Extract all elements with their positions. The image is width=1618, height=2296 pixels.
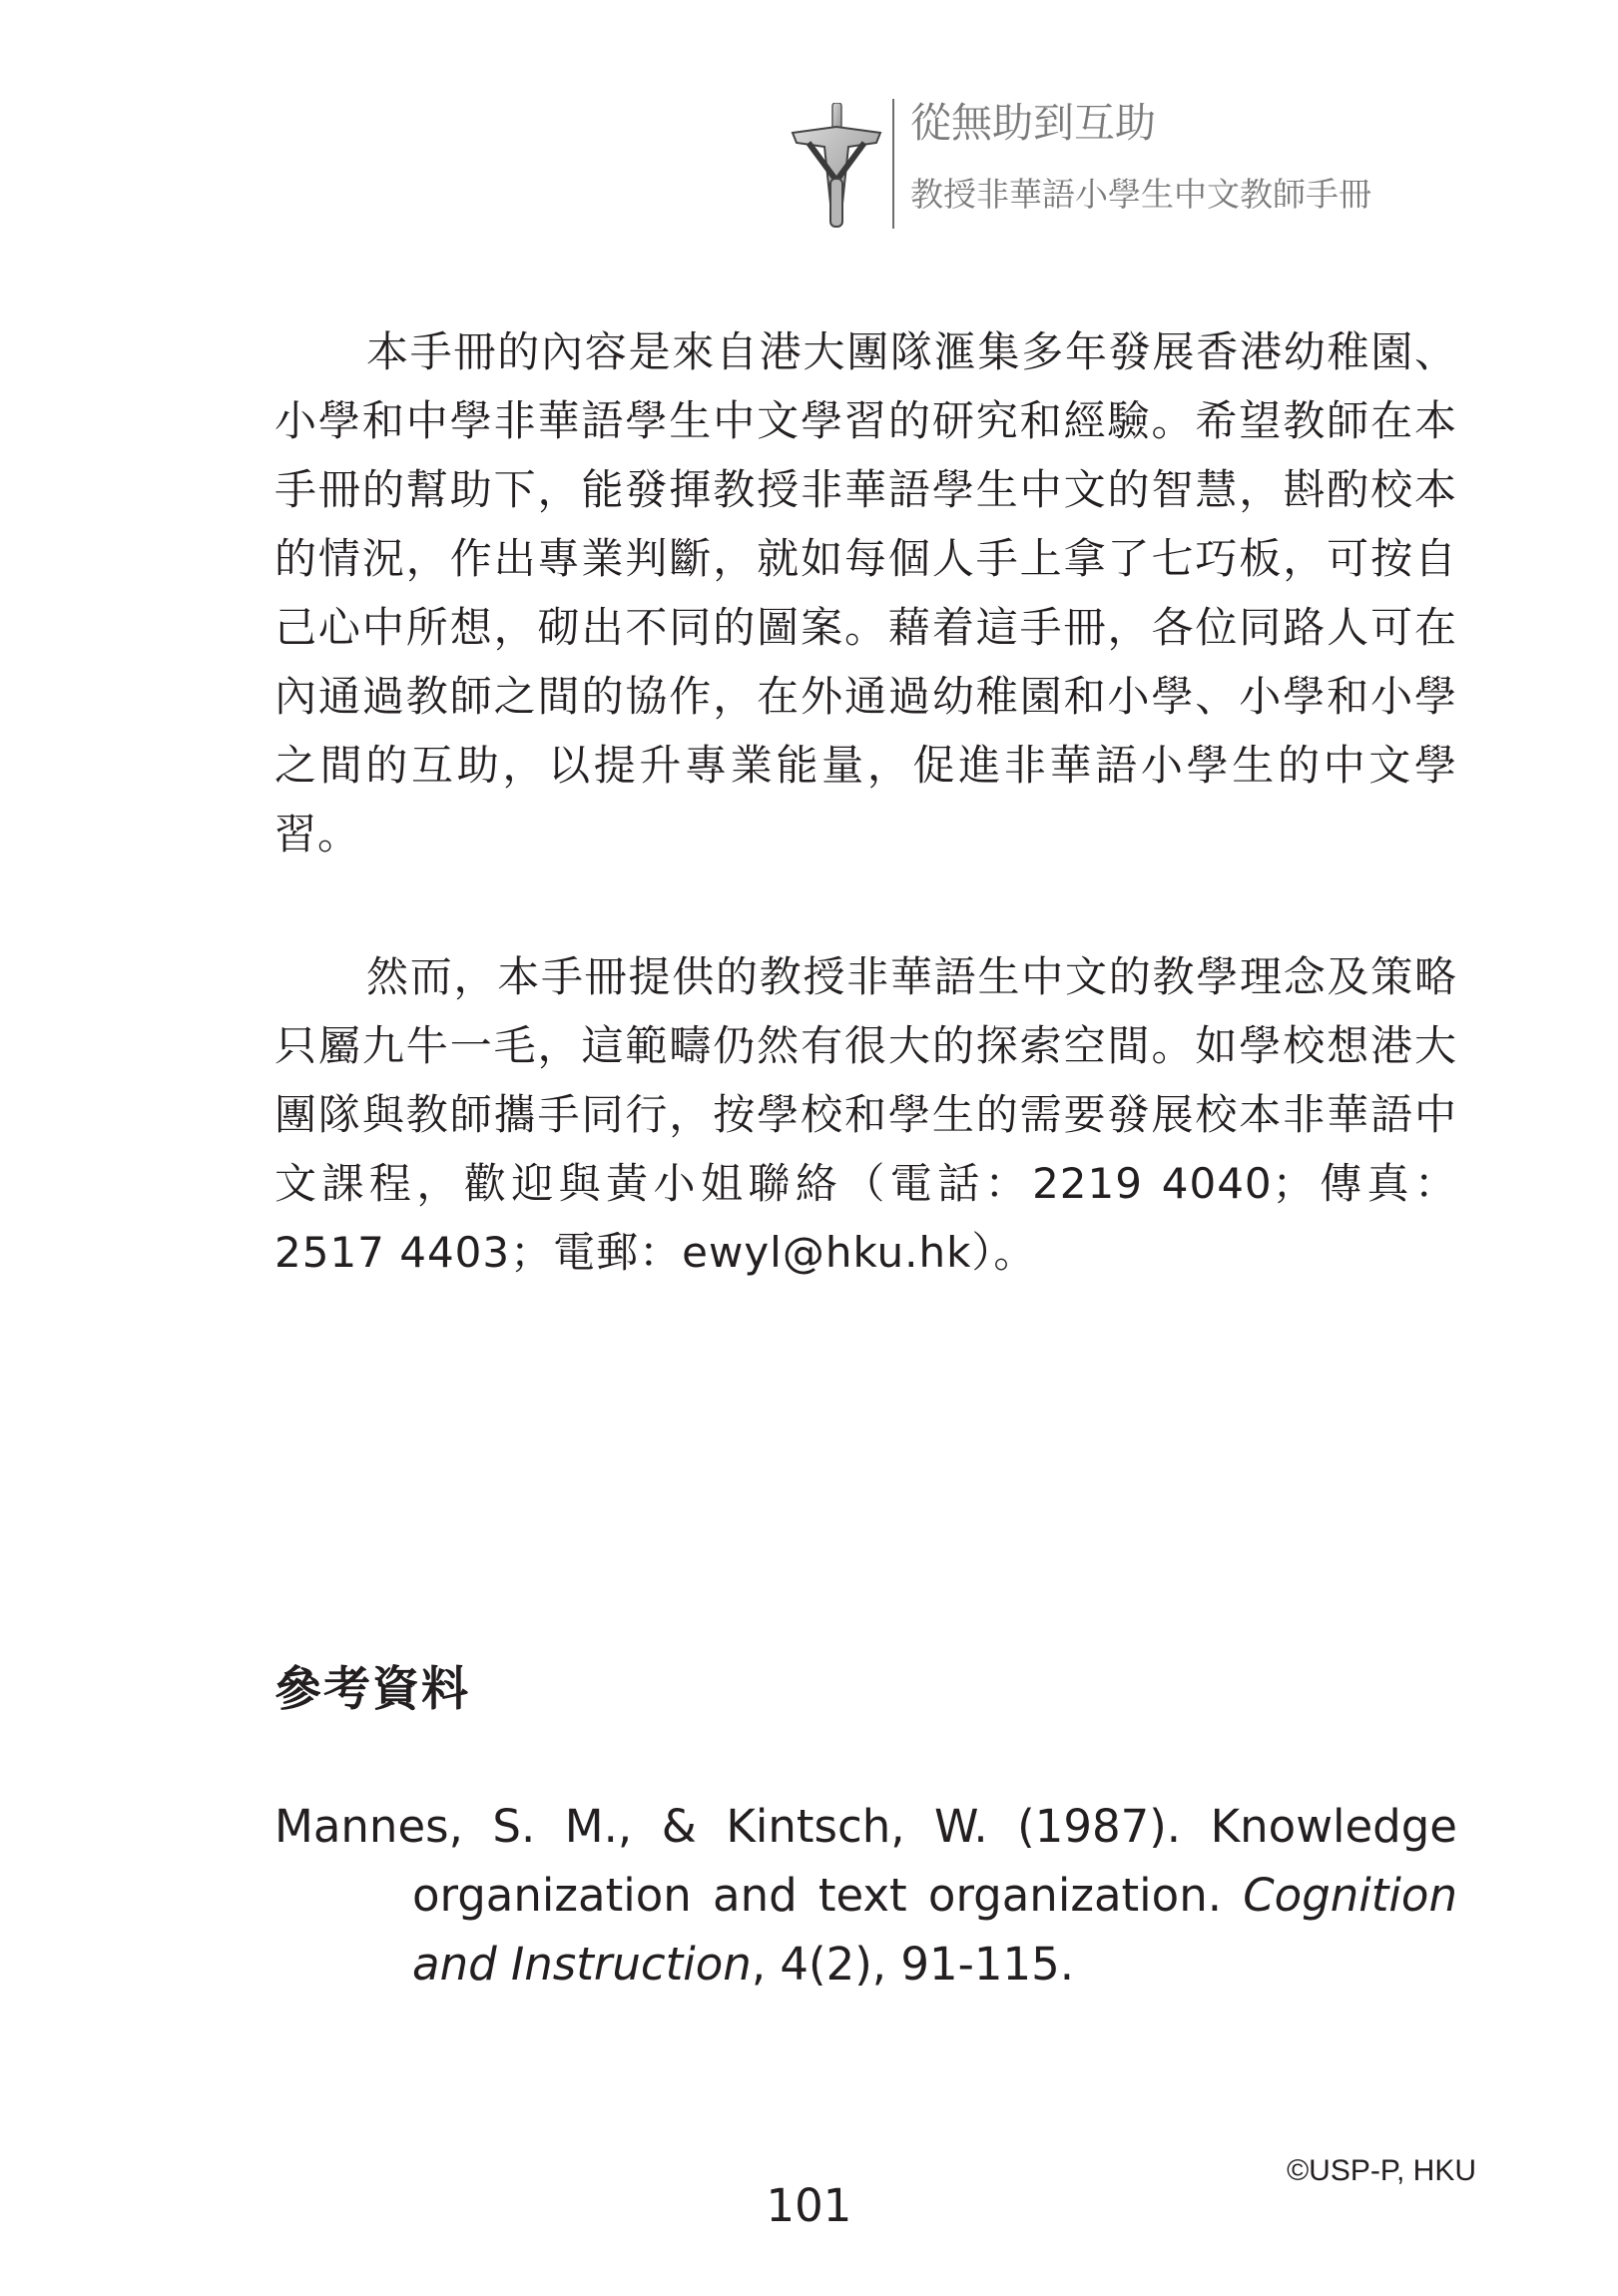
body-paragraph-1: 本手冊的內容是來自港大團隊滙集多年發展香港幼稚園、小學和中學非華語學生中文學習的研究和經驗。希望教師在本手冊的幫助下，能發揮教授非華語學生中文的智慧，斟酌校本的情況，作出專業判斷，就如每個人手上拿了七巧板，可按自己心中所想，砌出不同的圖案。藉着這手冊，各位同路人可在內通過教師之間的協作，在外通過幼稚園和小學、小學和小學之間的互助，以提升專業能量，促進非華語小學生的中文學習。	[274, 327, 1457, 859]
body-paragraph-2: 然而，本手冊提供的教授非華語生中文的教學理念及策略只屬九牛一毛，這範疇仍然有很大的探索空間。如學校想港大團隊與教師攜手同行，按學校和學生的需要發展校本非華語中文課程，歡迎與黃小姐聯絡（電話：2219 4040；傳真：2517 4403；電郵：ewyl@hku.hk）。	[274, 952, 1457, 1277]
reference-authors-title: Mannes, S. M., & Kintsch, W. (1987). Knowledge organization and text organization.	[274, 1800, 1457, 1922]
page-number: 101	[766, 2179, 852, 2232]
references-heading: 參考資料	[274, 1662, 470, 1717]
copyright-notice: ©USP-P, HKU	[1287, 2154, 1476, 2187]
running-header	[789, 95, 1487, 235]
header-title: 從無助到互助	[910, 99, 1156, 147]
reference-entry	[274, 1792, 1457, 1999]
header-subtitle: 教授非華語小學生中文教師手冊	[910, 175, 1371, 214]
header-divider	[892, 99, 894, 229]
usp-logo-icon	[789, 103, 884, 233]
reference-journal: Cognition and Instruction	[412, 1869, 1457, 1991]
reference-details: , 4(2), 91-115.	[751, 1938, 1075, 1991]
